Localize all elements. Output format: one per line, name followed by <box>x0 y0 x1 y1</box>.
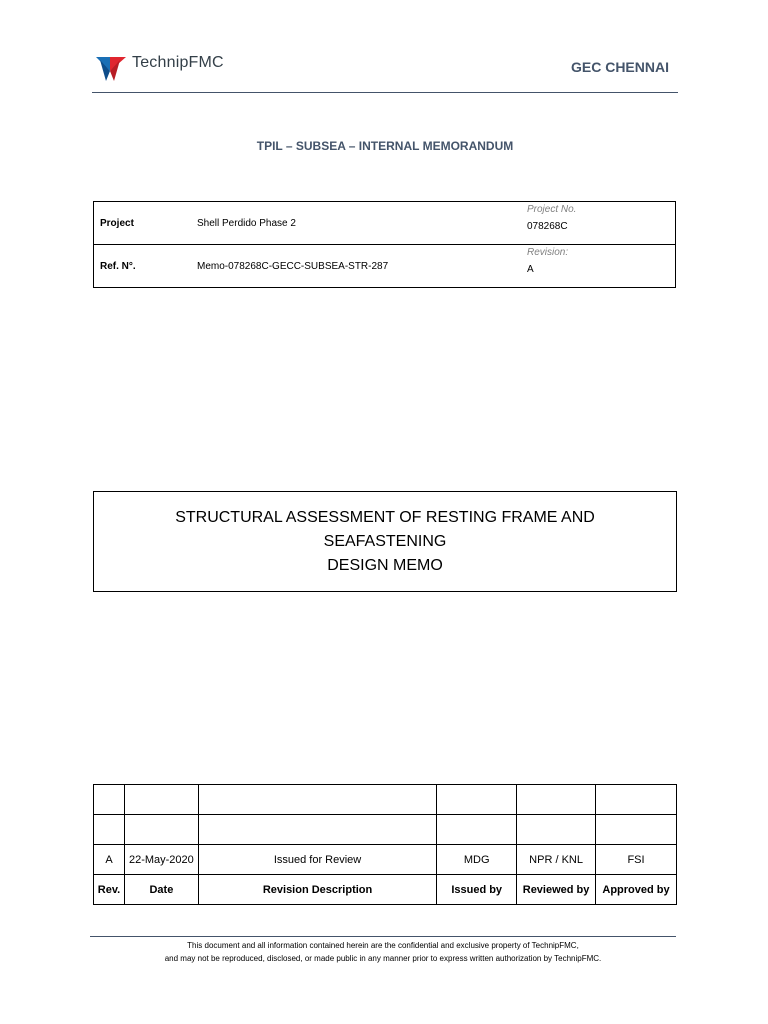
rev-cell: A <box>94 845 125 875</box>
reviewed-by-header: Reviewed by <box>517 875 596 905</box>
project-number-cell <box>521 202 676 245</box>
reviewed-by-cell <box>517 815 596 845</box>
revision-header-row <box>94 875 677 905</box>
document-title-line-1: STRUCTURAL ASSESSMENT OF RESTING FRAME AND SEAFASTENING <box>175 508 595 550</box>
revision-row <box>94 785 677 815</box>
header-divider <box>92 92 678 93</box>
issued-by-header: Issued by <box>437 875 517 905</box>
document-title-line-2: DESIGN MEMO <box>327 556 443 574</box>
approved-by-header: Approved by <box>596 875 677 905</box>
description-cell <box>198 785 436 815</box>
footer-line-1: This document and all information contained herein are the confidential and exclusive property of TechnipFMC, <box>187 941 579 950</box>
issued-by-cell <box>437 785 517 815</box>
description-cell: Issued for Review <box>198 845 436 875</box>
date-cell <box>124 815 198 845</box>
revision-row <box>94 845 677 875</box>
project-number-label: Project No. <box>527 204 577 215</box>
technipfmc-logo-icon <box>96 54 128 84</box>
document-title-box <box>93 491 677 592</box>
date-header: Date <box>124 875 198 905</box>
revision-label: Revision: <box>527 247 569 258</box>
issued-by-cell: MDG <box>437 845 517 875</box>
revision-row <box>94 815 677 845</box>
date-cell <box>124 785 198 815</box>
reference-row <box>94 245 676 288</box>
logo-wordmark: TechnipFMC <box>132 54 224 71</box>
project-value: Shell Perdido Phase 2 <box>181 202 521 245</box>
project-info-table <box>93 201 676 288</box>
reviewed-by-cell <box>517 785 596 815</box>
issued-by-cell <box>437 815 517 845</box>
rev-cell <box>94 785 125 815</box>
project-number-value: 078268C <box>527 221 568 232</box>
project-label: Project <box>94 202 182 245</box>
date-cell: 22-May-2020 <box>124 845 198 875</box>
rev-cell <box>94 815 125 845</box>
revision-cell <box>521 245 676 288</box>
document-title <box>115 506 655 578</box>
confidentiality-footer <box>90 939 676 965</box>
reference-value: Memo-078268C-GECC-SUBSEA-STR-287 <box>181 245 521 288</box>
description-cell <box>198 815 436 845</box>
revision-value: A <box>527 264 534 275</box>
project-row <box>94 202 676 245</box>
approved-by-cell <box>596 815 677 845</box>
company-logo <box>96 54 256 84</box>
approved-by-cell: FSI <box>596 845 677 875</box>
description-header: Revision Description <box>198 875 436 905</box>
reference-label: Ref. N°. <box>94 245 182 288</box>
footer-divider <box>90 936 676 937</box>
rev-header: Rev. <box>94 875 125 905</box>
revision-table <box>93 784 677 905</box>
approved-by-cell <box>596 785 677 815</box>
office-label: GEC CHENNAI <box>570 59 669 75</box>
footer-line-2: and may not be reproduced, disclosed, or made public in any manner prior to express written authorization by TechnipFMC. <box>164 954 602 963</box>
reviewed-by-cell: NPR / KNL <box>517 845 596 875</box>
memo-heading: TPIL – SUBSEA – INTERNAL MEMORANDUM <box>256 139 514 153</box>
